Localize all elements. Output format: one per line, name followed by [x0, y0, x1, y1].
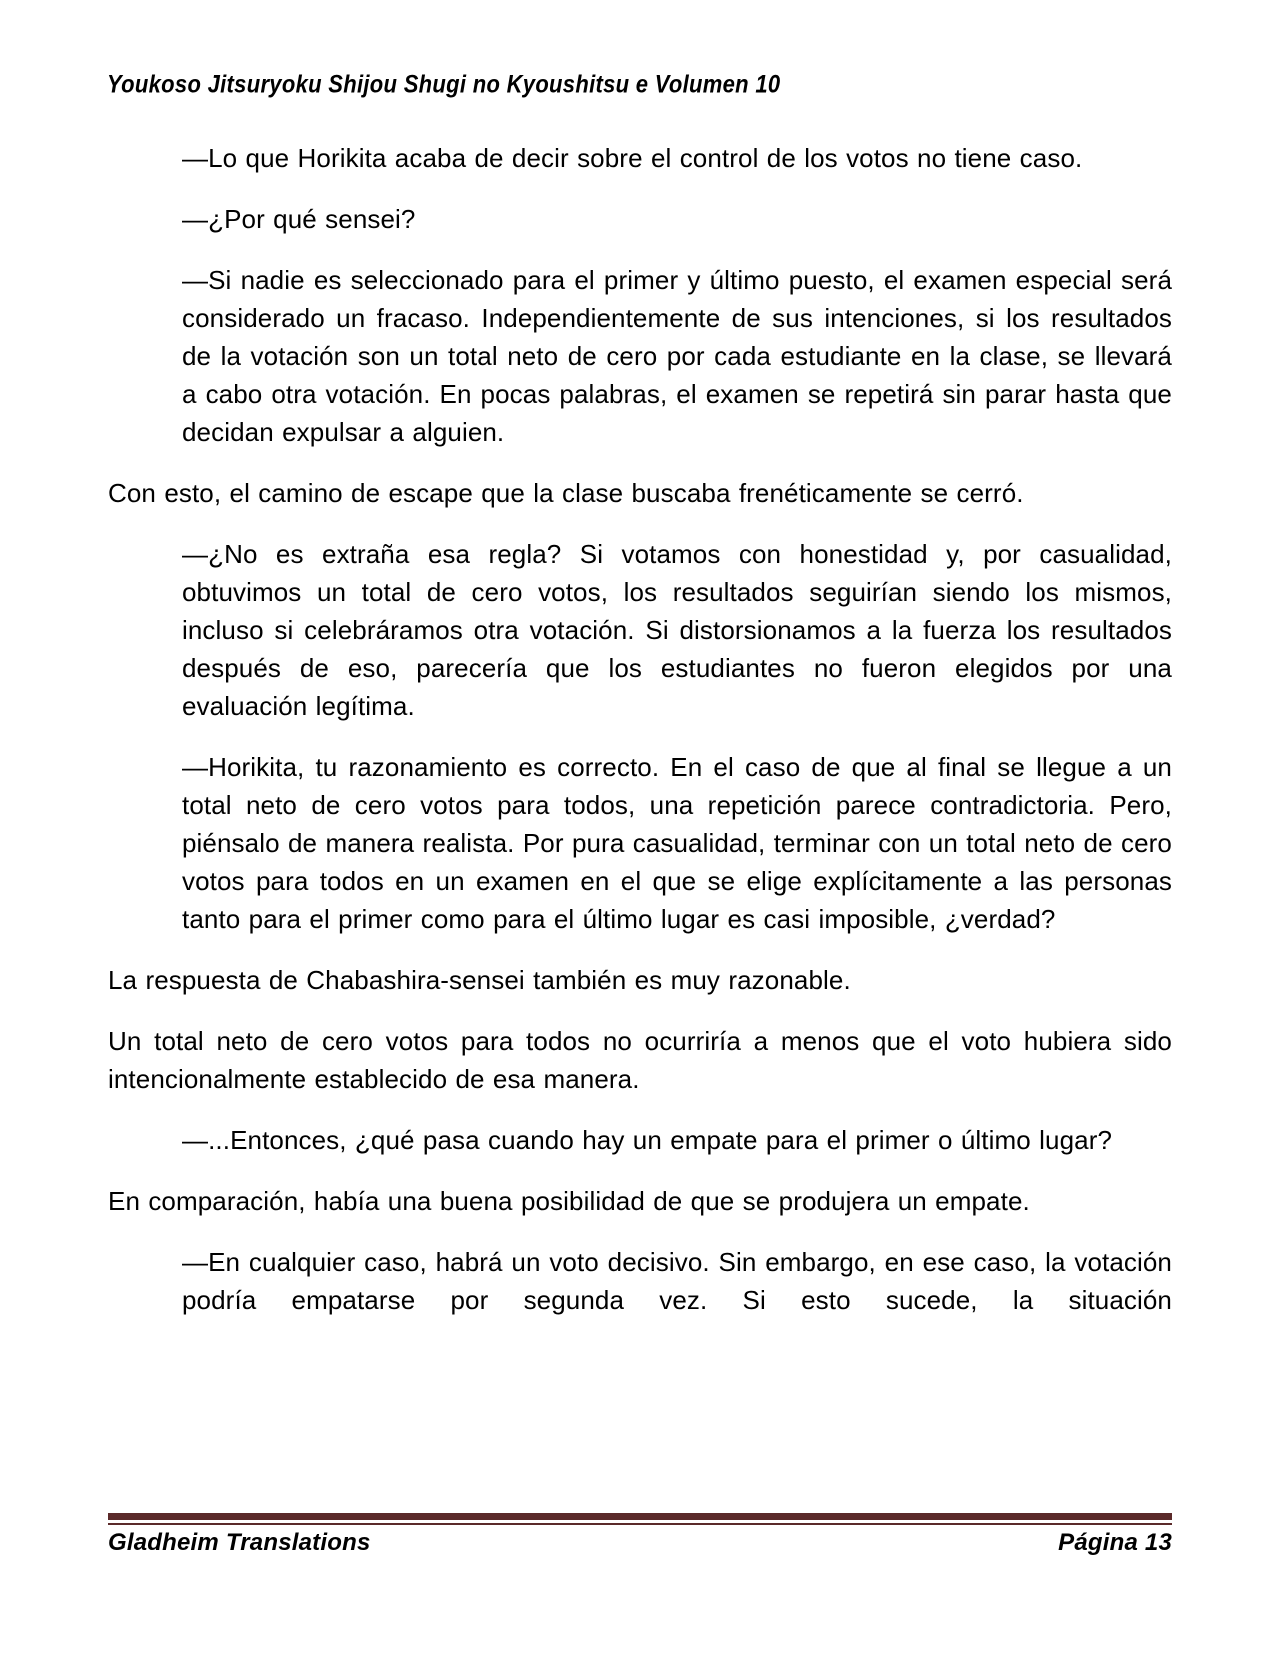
- paragraph: —En cualquier caso, habrá un voto decisivo. Sin embargo, en ese caso, la votación podría empatarse por segunda vez. Si esto sucede, la situación: [182, 1247, 1172, 1315]
- footer-row: [108, 1529, 1172, 1557]
- footer-rule: [108, 1513, 1172, 1525]
- paragraph: —Horikita, tu razonamiento es correcto. En el caso de que al final se llegue a un total neto de cero votos para todos, una repetición parece contradictoria. Pero, piénsalo de manera realista. Por pura casualidad, terminar con un total neto de cero votos para todos en un examen en el que se elige explícitamente a las personas tanto para el primer como para el último lugar es casi imposible, ¿verdad?: [182, 752, 1172, 934]
- page-footer: [108, 1513, 1172, 1557]
- footer-translator-credit: Gladheim Translations: [108, 1529, 371, 1556]
- paragraph: —Lo que Horikita acaba de decir sobre el control de los votos no tiene caso.: [182, 143, 1083, 173]
- paragraph: —¿No es extraña esa regla? Si votamos con honestidad y, por casualidad, obtuvimos un total de cero votos, los resultados seguirían siendo los mismos, incluso si celebráramos otra votación. Si distorsionamos a la fuerza los resultados después de eso, parecería que los estudiantes no fueron elegidos por una evaluación legítima.: [182, 539, 1172, 721]
- paragraph: —¿Por qué sensei?: [182, 204, 416, 234]
- paragraph: —...Entonces, ¿qué pasa cuando hay un empate para el primer o último lugar?: [182, 1125, 1113, 1155]
- header-title: Youkoso Jitsuryoku Shijou Shugi no Kyoushitsu e Volumen 10: [107, 70, 781, 98]
- paragraph: En comparación, había una buena posibilidad de que se produjera un empate.: [108, 1186, 1030, 1216]
- paragraph: —Si nadie es seleccionado para el primer y último puesto, el examen especial será considerado un fracaso. Independientemente de sus intenciones, si los resultados de la votación son un total neto de cero por cada estudiante en la clase, se llevará a cabo otra votación. En pocas palabras, el examen se repetirá sin parar hasta que decidan expulsar a alguien.: [182, 265, 1172, 447]
- document-body: [108, 139, 1172, 1342]
- paragraph: Con esto, el camino de escape que la clase buscaba frenéticamente se cerró.: [108, 478, 1024, 508]
- paragraph: La respuesta de Chabashira-sensei también es muy razonable.: [108, 965, 851, 995]
- footer-page-number: Página 13: [1058, 1529, 1172, 1556]
- page-header: [107, 70, 1172, 96]
- paragraph: Un total neto de cero votos para todos no ocurriría a menos que el voto hubiera sido intencionalmente establecido de esa manera.: [108, 1026, 1172, 1094]
